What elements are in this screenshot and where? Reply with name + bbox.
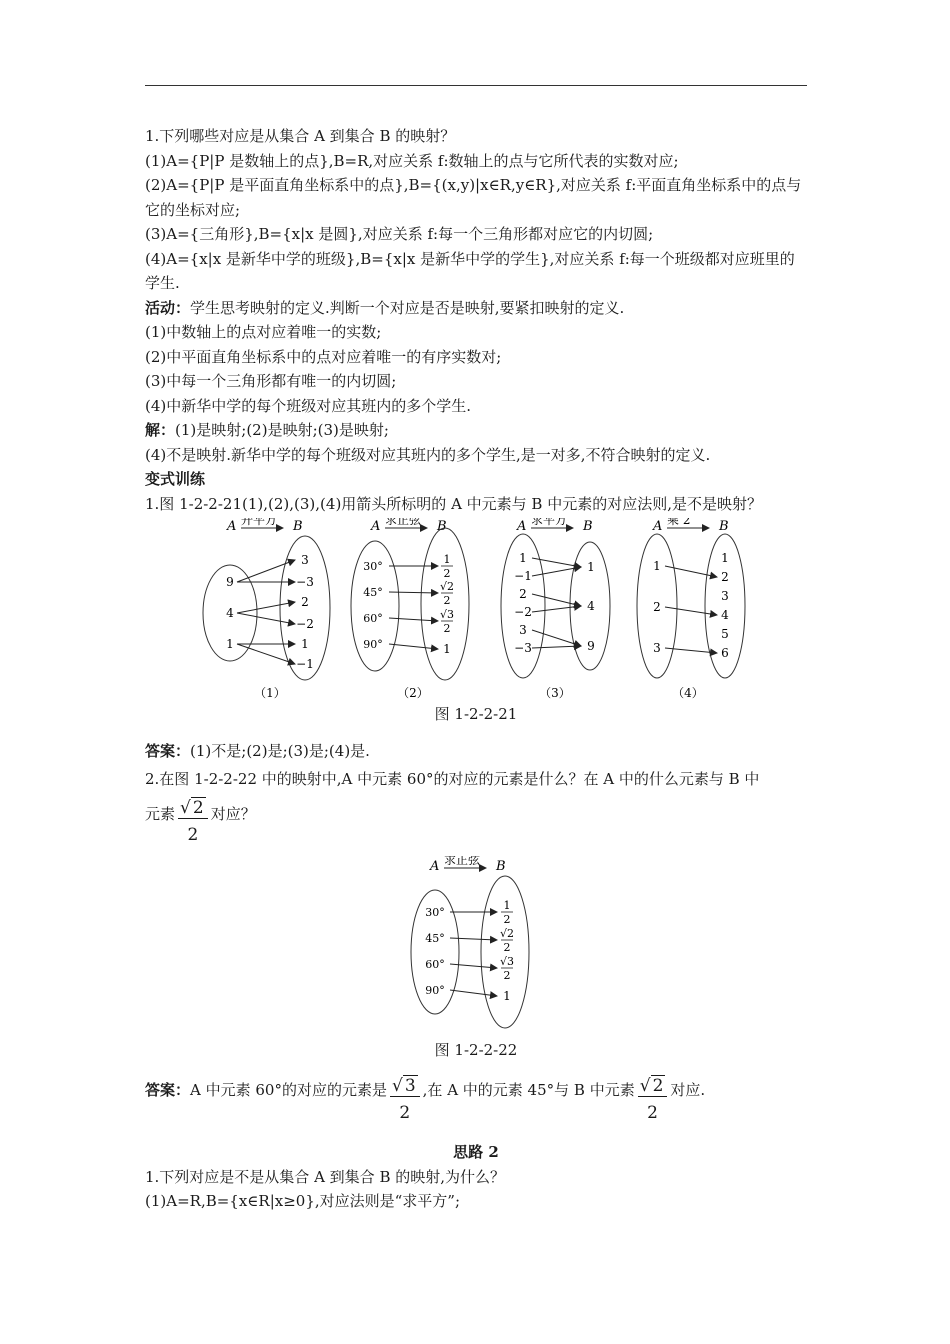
fraction-denominator: 2	[503, 912, 511, 926]
mapping-arrow	[532, 606, 581, 612]
sqrt-symbol: √ 3	[391, 1076, 416, 1096]
question-1-title: 1.下列哪些对应是从集合 A 到集合 B 的映射？	[145, 127, 456, 145]
figure-1-2-2-21	[145, 518, 807, 700]
element-b-2: 2	[301, 595, 309, 609]
mapping-arrow	[532, 558, 581, 567]
mapping-arrow	[237, 644, 295, 664]
activity-label: 活动：	[145, 298, 191, 317]
element-a-4: 3	[519, 623, 527, 637]
answer-2-paragraph	[145, 1078, 807, 1128]
q2-frac-num: 2	[192, 797, 204, 818]
solution-paragraph	[145, 418, 807, 443]
mapping-arrow	[532, 630, 581, 646]
element-a-0: 1	[653, 559, 661, 573]
element-b-2: 9	[587, 639, 595, 653]
solution-line-2: (4)不是映射.新华中学的每个班级对应其班内的多个学生,是一对多,不符合映射的定义.	[145, 445, 711, 464]
section-2-question-1-item-1: (1)A=R,B={x∈R|x≥0},对应法则是“求平方”;	[145, 1192, 461, 1210]
element-a-0: 30°	[425, 905, 445, 919]
fraction-numerator: √3	[439, 608, 455, 621]
answer-2-fraction-2	[638, 1076, 668, 1123]
activity-item-2: (2)中平面直角坐标系中的点对应着唯一的有序实数对;	[145, 347, 502, 366]
element-a-2: 2	[519, 587, 527, 601]
element-b-2: 3	[721, 589, 729, 603]
sqrt-symbol: √ 2	[180, 797, 204, 818]
set-a-label: A	[517, 519, 527, 534]
set-a-label: A	[371, 519, 381, 534]
figure-2-caption: 图 1-2-2-22	[434, 1040, 518, 1059]
question-1-item-2: (2)A={P|P 是平面直角坐标系中的点},B={(x,y)|x∈R,y∈R},对应关系 f:平面直角坐标系中的点与它的坐标对应;	[145, 176, 802, 219]
element-a-0: 1	[519, 551, 527, 565]
fraction-numerator: √2	[439, 580, 455, 593]
mapping-arrow	[532, 594, 581, 606]
element-b-5: 6	[721, 646, 729, 660]
fraction-numerator: 1	[443, 553, 451, 566]
answer-2-label: 答案：	[145, 1081, 191, 1099]
fraction-denominator: 2	[443, 594, 451, 607]
element-b-4: 5	[721, 627, 729, 641]
element-a-3: −2	[514, 605, 532, 619]
question-1-item-4: (4)A={x|x 是新华中学的班级},B={x|x 是新华中学的学生},对应关系 f:每一个班级都对应班里的学生.	[145, 249, 795, 292]
rule-label: 求平方	[531, 518, 568, 527]
rule-label: 乘 2	[667, 518, 691, 527]
element-b-0: 1	[587, 560, 595, 574]
set-a-label: A	[430, 858, 440, 874]
variant-heading: 变式训练	[145, 470, 206, 488]
element-a-1: −1	[514, 569, 532, 583]
element-a-1: 4	[226, 606, 234, 620]
mapping-arrow	[237, 560, 295, 582]
q2-frac-den: 2	[178, 818, 208, 845]
variant-question-1: 1.图 1-2-2-21(1),(2),(3),(4)用箭头所标明的 A 中元素与 B 中元素的对应法则,是不是映射？	[145, 494, 762, 513]
rule-label: 求正弦	[444, 855, 481, 867]
mapping-arrow	[532, 646, 581, 648]
panel-label: （1）	[254, 686, 286, 700]
top-rule	[145, 85, 807, 86]
q2-tail-before: 元素	[145, 804, 176, 823]
answer-2-frac2-num: 2	[652, 1076, 664, 1096]
section-2-question-1: 1.下列对应是不是从集合 A 到集合 B 的映射,为什么？	[145, 1167, 506, 1186]
element-a-1: 45°	[363, 586, 383, 599]
element-a-1: 2	[653, 600, 661, 614]
section-2-heading: 思路 2	[453, 1143, 499, 1161]
figure-1-svg	[145, 518, 807, 700]
fraction-numerator: √3	[499, 954, 515, 968]
element-a-2: 1	[226, 637, 234, 651]
variant-question-2: 2.在图 1-2-2-22 中的映射中,A 中元素 60°的对应的元素是什么？在 A 中的什么元素与 B 中	[145, 770, 760, 788]
element-a-3: 90°	[363, 638, 383, 651]
answer-1-text: (1)不是;(2)是;(3)是;(4)是.	[190, 741, 370, 760]
element-b-3: −2	[296, 617, 314, 631]
mapping-arrow	[532, 567, 581, 576]
set-b-label: B	[719, 519, 729, 534]
element-b-1: −3	[296, 575, 314, 589]
fraction-denominator: 2	[443, 567, 451, 580]
element-b-0: 1	[721, 551, 729, 565]
mapping-arrow	[237, 602, 295, 613]
mapping-arrow	[237, 613, 295, 624]
answer-2-frac1-den: 2	[390, 1096, 420, 1123]
element-a-2: 60°	[363, 612, 383, 625]
solution-line-1: (1)是映射;(2)是映射;(3)是映射;	[175, 421, 389, 439]
element-a-1: 45°	[425, 931, 445, 945]
panel-label: （3）	[539, 686, 571, 700]
element-a-0: 9	[226, 575, 234, 589]
answer-2-frac2-den: 2	[638, 1096, 668, 1123]
element-b-4: 1	[301, 637, 309, 651]
solution-label: 解：	[145, 421, 176, 439]
rule-label: 开平方	[241, 518, 278, 527]
fraction-denominator: 2	[503, 940, 511, 954]
element-b-1: 2	[721, 570, 729, 584]
activity-paragraph	[145, 296, 807, 321]
set-b-label: B	[496, 858, 506, 874]
panel-label: （4）	[672, 686, 704, 700]
figure-2-svg	[145, 856, 807, 1034]
figure-1-caption: 图 1-2-2-21	[434, 705, 518, 723]
fraction-numerator: √2	[499, 926, 515, 940]
element-a-2: 3	[653, 641, 661, 655]
element-a-2: 60°	[425, 957, 445, 971]
activity-item-1: (1)中数轴上的点对应着唯一的实数;	[145, 323, 382, 341]
answer-2-part-1: A 中元素 60°的对应的元素是	[190, 1081, 387, 1099]
element-b-3: 4	[721, 608, 729, 622]
mapping-arrow	[450, 990, 497, 996]
mapping-arrow	[665, 607, 717, 615]
variant-question-2-tail	[145, 797, 807, 848]
value-label: 1	[443, 642, 451, 656]
value-label: 1	[503, 988, 511, 1003]
panel-label: （2）	[397, 686, 429, 700]
element-b-1: 4	[587, 599, 595, 613]
element-a-3: 90°	[425, 983, 445, 997]
set-a-label: A	[653, 519, 663, 534]
activity-item-4: (4)中新华中学的每个班级对应其班内的多个学生.	[145, 396, 472, 415]
question-1-item-3: (3)A={三角形},B={x|x 是圆},对应关系 f:每一个三角形都对应它的内切圆;	[145, 225, 654, 243]
activity-text: 学生思考映射的定义.判断一个对应是否是映射,要紧扣映射的定义.	[190, 298, 625, 317]
figure-1-2-2-22	[145, 856, 807, 1034]
mapping-arrow	[450, 938, 497, 940]
set-a-label: A	[227, 519, 237, 534]
mapping-arrow	[389, 618, 438, 621]
document-body	[145, 124, 807, 1214]
fraction-denominator: 2	[443, 622, 451, 635]
mapping-arrow	[389, 592, 438, 593]
answer-1-label: 答案：	[145, 741, 191, 760]
mapping-arrow	[389, 644, 438, 649]
answer-1-paragraph	[145, 739, 807, 764]
mapping-arrow	[665, 566, 717, 577]
mapping-arrow	[450, 964, 497, 968]
q2-tail-after: 对应？	[210, 804, 256, 823]
q2-fraction	[178, 798, 208, 845]
element-a-0: 30°	[363, 560, 383, 573]
set-b-label: B	[437, 519, 447, 534]
sqrt-symbol: √ 2	[639, 1076, 664, 1096]
answer-2-part-2: ,在 A 中的元素 45°与 B 中元素	[422, 1081, 635, 1099]
element-b-0: 3	[301, 553, 309, 567]
element-a-5: −3	[514, 641, 532, 655]
set-b-label: B	[583, 519, 593, 534]
answer-2-fraction-1	[390, 1076, 420, 1123]
set-b-label: B	[293, 519, 303, 534]
rule-label: 求正弦	[385, 518, 422, 527]
element-b-5: −1	[296, 657, 314, 671]
question-1-item-1: (1)A={P|P 是数轴上的点},B=R,对应关系 f:数轴上的点与它所代表的实数对应;	[145, 151, 679, 170]
answer-2-part-3: 对应.	[670, 1081, 706, 1099]
fraction-denominator: 2	[503, 968, 511, 982]
activity-item-3: (3)中每一个三角形都有唯一的内切圆;	[145, 372, 397, 390]
fraction-numerator: 1	[503, 898, 511, 912]
answer-2-frac1-num: 3	[404, 1076, 416, 1096]
